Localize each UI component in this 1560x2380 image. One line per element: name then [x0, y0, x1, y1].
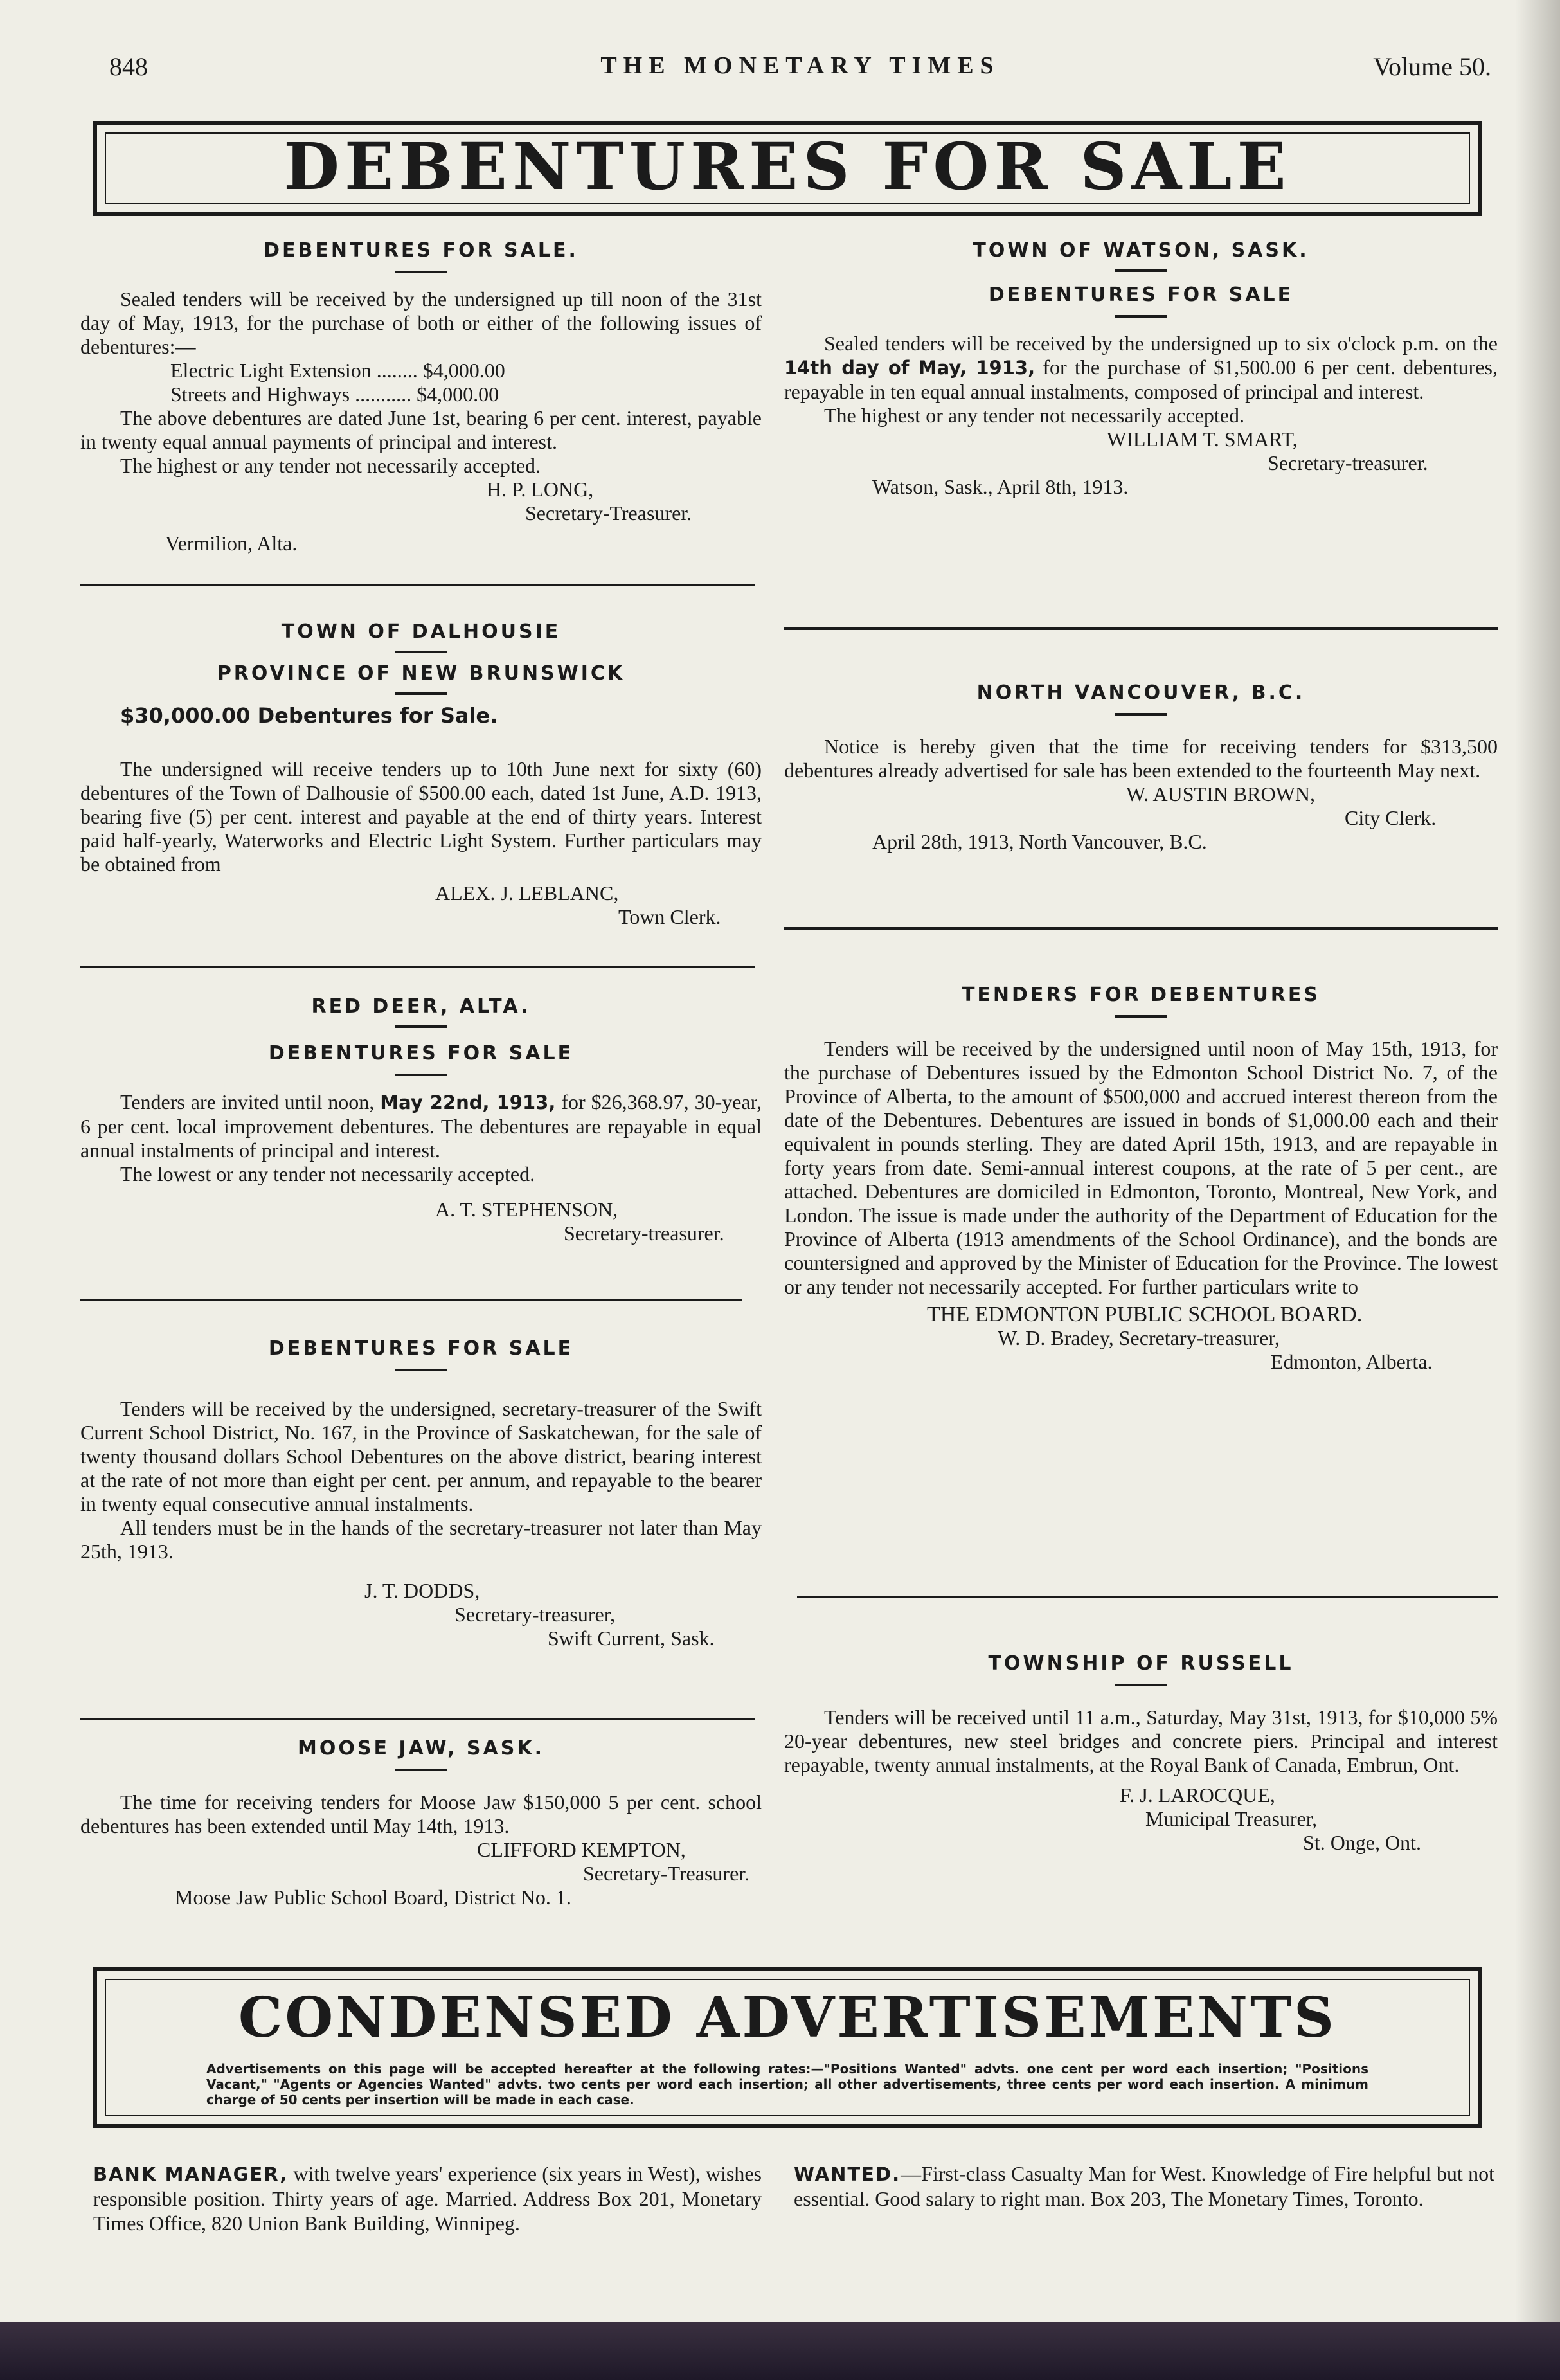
heading-rule — [1115, 713, 1167, 716]
page-spine-shadow — [1515, 0, 1560, 2380]
ad-vermilion — [80, 239, 762, 555]
signatory-title: Secretary-treasurer, — [454, 1603, 616, 1626]
banner-title: DEBENTURES FOR SALE — [283, 129, 1291, 204]
ad-place: April 28th, 1913, North Vancouver, B.C. — [872, 830, 1207, 853]
ad-separator — [80, 966, 755, 968]
ad-body: Sealed tenders will be received by the undersigned up till noon of the 31st day of May, 1913, for the purchase of both or either of the following issues of debentures:— — [80, 287, 762, 358]
ad-heading: TOWN OF DALHOUSIE — [281, 620, 561, 643]
signatory-name: CLIFFORD KEMPTON, — [477, 1838, 686, 1861]
signatory-title: W. D. Bradey, Secretary-treasurer, — [998, 1326, 1280, 1349]
ad-body: Tenders will be received by the undersigned until noon of May 15th, 1913, for the purchase of Debentures issued by the Edmonton School District No. 7, of the Province of Alberta, to the amount of $500,000 and accrued interest thereon from the date of the Debentures. Debentures are issued in bonds of $1,000.00 each and their equivalent in pounds sterling. They are dated April 15th, 1913, and are repayable in forty years from date. Semi-annual interest coupons, at the rate of 5 per cent., are attached. Debentures are domiciled in Edmonton, Toronto, Montreal, New York, and London. The issue is made under the authority of the Department of Education for the Province of Alberta (1913 amendments of the School Ordinance), and the bonds are countersigned and approved by the Minister of Education for the Province. The lowest or any tender not necessarily accepted. For further particulars write to — [784, 1037, 1498, 1298]
ad-item: Electric Light Extension ........ $4,000.00 — [170, 359, 505, 382]
ad-heading: NORTH VANCOUVER, B.C. — [976, 681, 1305, 704]
page-number: 848 — [109, 52, 148, 81]
signatory-name: A. T. STEPHENSON, — [435, 1198, 618, 1221]
heading-rule — [1115, 269, 1167, 272]
ad-heading-2: DEBENTURES FOR SALE — [268, 1042, 574, 1065]
signatory-place: Edmonton, Alberta. — [1271, 1350, 1433, 1373]
ad-body: Sealed tenders will be received by the undersigned up to six o'clock p.m. on the 14th day of May, 1913, for the purchase of $1,500.00 6 per cent. debentures, repayable in ten equal annual instalments, composed of principal and interest. — [784, 332, 1498, 403]
ad-heading: TENDERS FOR DEBENTURES — [961, 984, 1321, 1006]
heading-rule — [395, 1769, 447, 1771]
classified-bank-manager: BANK MANAGER, with twelve years' experience (six years in West), wishes responsible position. Thirty years of age. Married. Address Box 201, Monetary Times Office, 820 Union Bank Building, Winnipeg. — [93, 2162, 762, 2235]
running-head — [109, 51, 1491, 90]
heading-rule — [395, 692, 447, 695]
ad-heading: DEBENTURES FOR SALE. — [264, 239, 578, 262]
signatory-name: WILLIAM T. SMART, — [1107, 428, 1298, 451]
ad-body: Tenders are invited until noon, May 22nd, 1913, for $26,368.97, 30-year, 6 per cent. local improvement debentures. The debentures are repayable in equal annual instalments of principal and interest. — [80, 1090, 762, 1162]
ad-moose-jaw — [80, 1737, 762, 1909]
heading-rule — [395, 1025, 447, 1028]
ad-body: The time for receiving tenders for Moose Jaw $150,000 5 per cent. school debentures has been extended until May 14th, 1913. — [80, 1790, 762, 1837]
heading-rule — [395, 651, 447, 653]
signatory-title: Secretary-treasurer. — [1268, 451, 1428, 474]
classified-wanted: WANTED.—First-class Casualty Man for West. Knowledge of Fire helpful but not essential. Good salary to right man. Box 203, The Monetary Times, Toronto. — [794, 2162, 1494, 2210]
heading-rule — [1115, 1684, 1167, 1686]
ad-body: The lowest or any tender not necessarily accepted. — [120, 1162, 535, 1185]
ad-body: Notice is hereby given that the time for receiving tenders for $313,500 debentures already advertised for sale has been extended to the fourteenth May next. — [784, 735, 1498, 782]
signatory-name: THE EDMONTON PUBLIC SCHOOL BOARD. — [927, 1303, 1363, 1326]
signatory-title: Town Clerk. — [618, 905, 721, 928]
ad-subheading: $30,000.00 Debentures for Sale. — [120, 703, 498, 728]
condensed-ads-box — [93, 1967, 1482, 2128]
ad-separator — [784, 627, 1498, 630]
signatory-name: F. J. LAROCQUE, — [1120, 1783, 1275, 1807]
signatory-name: J. T. DODDS, — [364, 1579, 480, 1602]
signatory-title: Municipal Treasurer, — [1145, 1807, 1318, 1830]
ad-body: Tenders will be received until 11 a.m., Saturday, May 31st, 1913, for $10,000 5% 20-year debentures, new steel bridges and concrete piers. Principal and interest repayable, twenty annual instalments, at the Royal Bank of Canada, Embrun, Ont. — [784, 1706, 1498, 1776]
signatory-name: W. AUSTIN BROWN, — [1126, 782, 1315, 806]
heading-rule — [395, 271, 447, 273]
ad-body: The undersigned will receive tenders up to 10th June next for sixty (60) debentures of the Town of Dalhousie of $500.00 each, dated 1st June, A.D. 1913, bearing five (5) per cent. interest and payable at the end of thirty years. Interest paid half-yearly, Waterworks and Electric Light System. Further particulars may be obtained from — [80, 757, 762, 876]
signatory-name: ALEX. J. LEBLANC, — [435, 881, 619, 905]
volume-label: Volume 50. — [1373, 52, 1491, 81]
ad-heading-2: PROVINCE OF NEW BRUNSWICK — [217, 662, 625, 685]
signatory-place: St. Onge, Ont. — [1303, 1831, 1421, 1854]
ad-watson — [784, 239, 1498, 499]
ad-body: The highest or any tender not necessarily accepted. — [120, 454, 541, 477]
ad-russell — [784, 1652, 1498, 1855]
ad-heading: TOWNSHIP OF RUSSELL — [988, 1652, 1294, 1675]
ad-body: Tenders will be received by the undersigned, secretary-treasurer of the Swift Current School District, No. 167, in the Province of Saskatchewan, for the sale of twenty thousand dollars School Debentures on the above district, bearing interest at the rate of not more than eight per cent. per annum, and repayable to the bearer in twenty equal consecutive annual instalments. — [80, 1397, 762, 1515]
heading-rule — [1115, 1015, 1167, 1018]
ad-red-deer — [80, 995, 762, 1245]
heading-rule — [395, 1369, 447, 1371]
ad-edmonton — [784, 984, 1498, 1374]
ad-item: Streets and Highways ........... $4,000.00 — [170, 383, 499, 406]
debentures-banner — [93, 121, 1482, 216]
ad-heading-2: DEBENTURES FOR SALE — [988, 284, 1294, 306]
publication-title: THE MONETARY TIMES — [600, 52, 1000, 79]
condensed-ads-title: CONDENSED ADVERTISEMENTS — [238, 1985, 1337, 2050]
ad-body: All tenders must be in the hands of the secretary-treasurer not later than May 25th, 1913. — [80, 1516, 762, 1563]
ad-body: The above debentures are dated June 1st, bearing 6 per cent. interest, payable in twenty equal annual payments of principal and interest. — [80, 406, 762, 453]
ad-place: Watson, Sask., April 8th, 1913. — [872, 475, 1129, 498]
heading-rule — [395, 1074, 447, 1076]
ad-heading: RED DEER, ALTA. — [311, 995, 531, 1018]
ad-heading: DEBENTURES FOR SALE — [268, 1337, 574, 1360]
ad-separator — [80, 1718, 755, 1720]
page-bottom-edge — [0, 2322, 1560, 2380]
condensed-ads-rates: Advertisements on this page will be accepted hereafter at the following rates:—"Positions Wanted" advts. one cent per word each insertion; "Positions Vacant," "Agents or Agencies Wanted" advts. two cents per word each insertion; all other advertisements, three cents per word each insertion. A minimum charge of 50 cents per insertion will be made in each case. — [206, 2061, 1368, 2107]
ad-dalhousie — [80, 620, 762, 929]
signatory-name: H. P. LONG, — [487, 478, 594, 501]
ad-body: The highest or any tender not necessarily accepted. — [824, 404, 1244, 427]
ad-north-vancouver — [784, 681, 1498, 854]
ad-heading: TOWN OF WATSON, SASK. — [973, 239, 1309, 262]
ad-separator — [80, 1299, 742, 1301]
signatory-title: Secretary-treasurer. — [564, 1222, 724, 1245]
ad-heading: MOOSE JAW, SASK. — [298, 1737, 544, 1760]
signatory-place: Swift Current, Sask. — [548, 1627, 715, 1650]
ad-separator — [797, 1596, 1498, 1598]
ad-place: Vermilion, Alta. — [165, 532, 298, 555]
signatory-place: Moose Jaw Public School Board, District No. 1. — [175, 1886, 571, 1909]
signatory-title: City Clerk. — [1345, 806, 1437, 829]
ad-separator — [784, 927, 1498, 930]
ad-swift-current — [80, 1337, 762, 1650]
heading-rule — [1115, 315, 1167, 318]
ad-separator — [80, 584, 755, 586]
signatory-title: Secretary-Treasurer. — [525, 501, 692, 525]
signatory-title: Secretary-Treasurer. — [583, 1862, 750, 1885]
